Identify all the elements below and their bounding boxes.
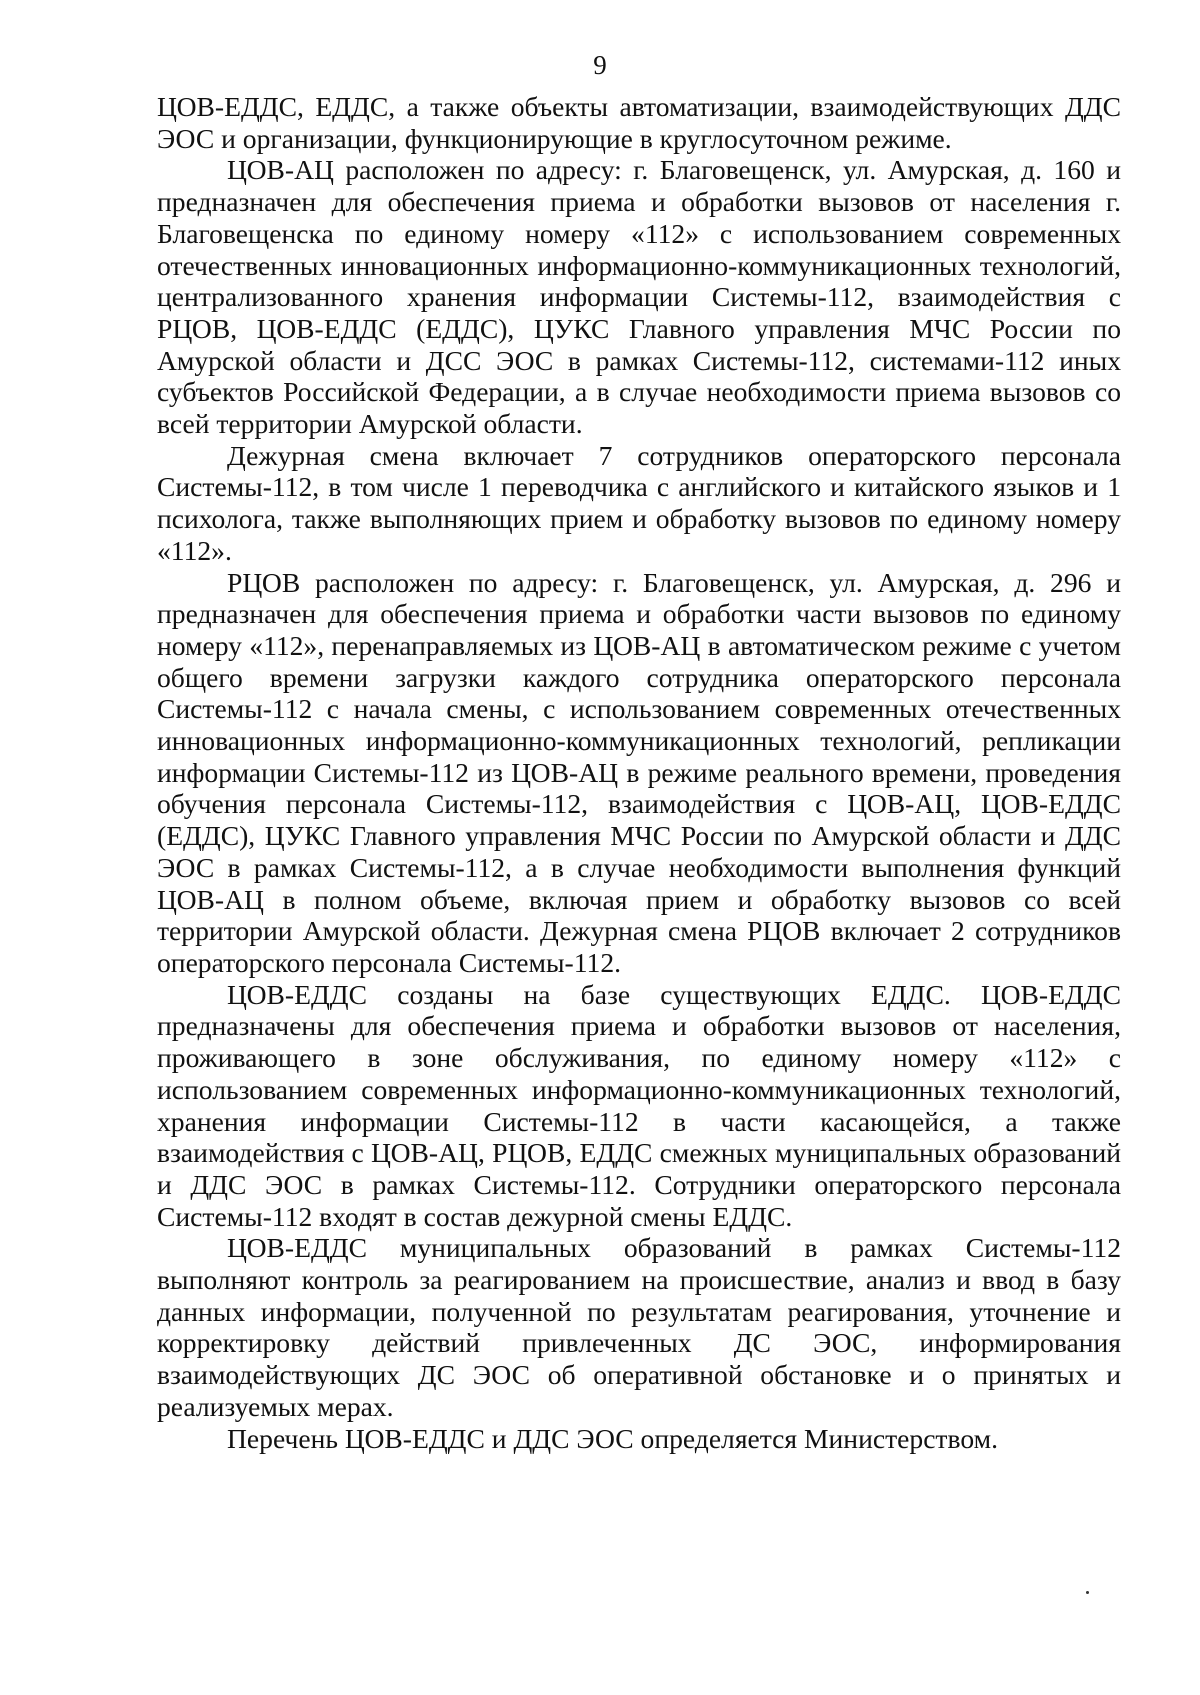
page-number: 9 bbox=[593, 50, 607, 80]
paragraph-rcov-location: РЦОВ расположен по адресу: г. Благовещенск, ул. Амурская, д. 296 и предназначен для обеспечения приема и обработки части вызовов по единому номеру «112», перенаправляемых из ЦОВ-АЦ в автоматическом режиме с учетом общего времени загрузки каждого сотрудника операторского персонала Системы-112 с начала смены, с использованием современных отечественных инновационных информационно-коммуникационных технологий, репликации информации Системы-112 из ЦОВ-АЦ в режиме реального времени, проведения обучения персонала Системы-112, взаимодействия с ЦОВ-АЦ, ЦОВ-ЕДДС (ЕДДС), ЦУКС Главного управления МЧС России по Амурской области и ДДС ЭОС в рамках Системы-112, а в случае необходимости выполнения функций ЦОВ-АЦ в полном объеме, включая прием и обработку вызовов со всей территории Амурской области. Дежурная смена РЦОВ включает 2 сотрудников операторского персонала Системы-112. bbox=[157, 566, 1121, 978]
paragraph-cov-edds-created: ЦОВ-ЕДДС созданы на базе существующих ЕДДС. ЦОВ-ЕДДС предназначены для обеспечения приема и обработки вызовов от населения, проживающего в зоне обслуживания, по единому номеру «112» с использованием современных информационно-коммуникационных технологий, хранения информации Системы-112 в части касающейся, а также взаимодействия с ЦОВ-АЦ, РЦОВ, ЕДДС смежных муниципальных образований и ДДС ЭОС в рамках Системы-112. Сотрудники операторского персонала Системы-112 входят в состав дежурной смены ЕДДС. bbox=[157, 978, 1121, 1232]
paragraph-list-defined: Перечень ЦОВ-ЕДДС и ДДС ЭОС определяется Министерством. bbox=[227, 1422, 998, 1454]
paragraph-duty-shift: Дежурная смена включает 7 сотрудников операторского персонала Системы-112, в том числе 1 переводчика с английского и китайского языков и 1 психолога, также выполняющих прием и обработку вызовов по единому номеру «112». bbox=[157, 439, 1121, 566]
document-body bbox=[157, 91, 1121, 1454]
scan-speck bbox=[1086, 1591, 1089, 1594]
paragraph-continuation: ЦОВ-ЕДДС, ЕДДС, а также объекты автоматизации, взаимодействующих ДДС ЭОС и организации, функционирующие в круглосуточном режиме. bbox=[157, 91, 1121, 154]
paragraph-cov-ac-location: ЦОВ-АЦ расположен по адресу: г. Благовещенск, ул. Амурская, д. 160 и предназначен для обеспечения приема и обработки вызовов от населения г. Благовещенска по единому номеру «112» с использованием современных отечественных инновационных информационно-коммуникационных технологий, централизованного хранения информации Системы-112, взаимодействия с РЦОВ, ЦОВ-ЕДДС (ЕДДС), ЦУКС Главного управления МЧС России по Амурской области и ДСС ЭОС в рамках Системы-112, системами-112 иных субъектов Российской Федерации, а в случае необходимости приема вызовов со всей территории Амурской области. bbox=[157, 154, 1121, 440]
paragraph-cov-edds-functions: ЦОВ-ЕДДС муниципальных образований в рамках Системы-112 выполняют контроль за реагированием на происшествие, анализ и ввод в базу данных информации, полученной по результатам реагирования, уточнение и корректировку действий привлеченных ДС ЭОС, информирования взаимодействующих ДС ЭОС об оперативной обстановке и о принятых и реализуемых мерах. bbox=[157, 1232, 1121, 1422]
